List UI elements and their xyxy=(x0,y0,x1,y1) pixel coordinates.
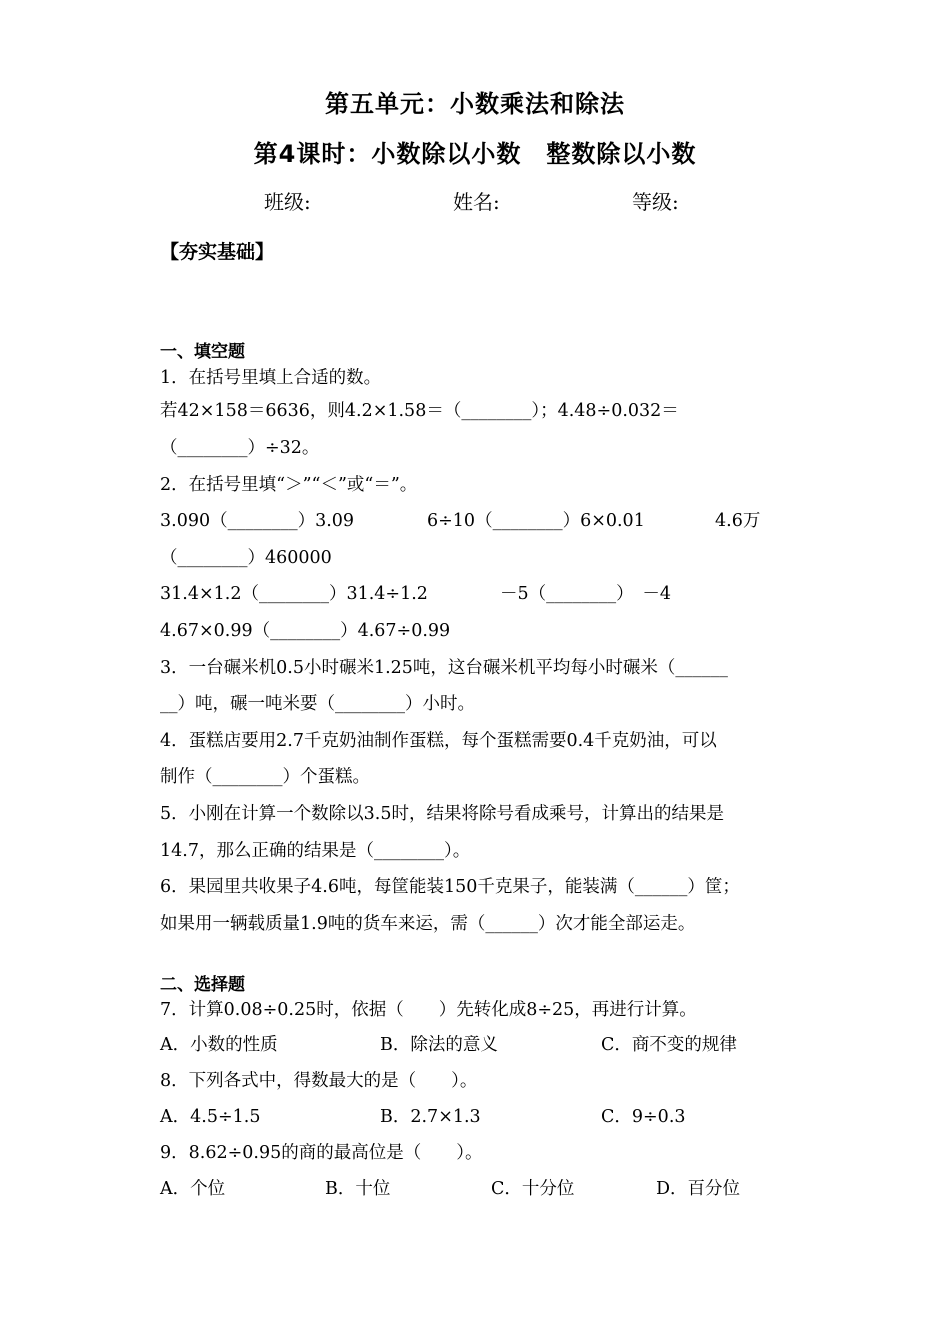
q6-line1: 6．果园里共收果子4.6吨，每筐能装150千克果子，能装满（______）筐； xyxy=(160,877,740,897)
q9-options xyxy=(160,1177,780,1201)
q7-options xyxy=(160,1033,780,1057)
q8-stem: 8．下列各式中，得数最大的是（ ）。 xyxy=(160,1071,478,1091)
q7-option-c: C．商不变的规律 xyxy=(601,1035,737,1055)
q8-option-a: A．4.5÷1.5 xyxy=(160,1107,261,1127)
part2-heading: 二、选择题 xyxy=(160,975,245,995)
q7-option-a: A．小数的性质 xyxy=(160,1035,278,1055)
q9-option-c: C．十分位 xyxy=(491,1179,575,1199)
q2-row3 xyxy=(160,582,760,606)
q2-compare-b: 6÷10（________）6×0.01 xyxy=(427,511,645,531)
q1-line1: 若42×158＝6636，则4.2×1.58＝（________）；4.48÷0.032＝ xyxy=(160,401,679,421)
section-basic-heading: 【夯实基础】 xyxy=(160,241,275,263)
q2-row4: 4.67×0.99（________）4.67÷0.99 xyxy=(160,621,451,641)
q3-line1: 3．一台碾米机0.5小时碾米1.25吨，这台碾米机平均每小时碾米（______ xyxy=(160,658,728,678)
q8-option-b: B．2.7×1.3 xyxy=(380,1107,481,1127)
q4-line2: 制作（________）个蛋糕。 xyxy=(160,767,370,787)
q1-stem: 1．在括号里填上合适的数。 xyxy=(160,368,382,388)
lesson-title: 第4课时：小数除以小数 整数除以小数 xyxy=(253,140,697,168)
q2-row2: （________）460000 xyxy=(160,548,332,568)
part1-heading: 一、填空题 xyxy=(160,342,245,362)
unit-title: 第五单元：小数乘法和除法 xyxy=(325,90,625,118)
class-label: 班级: xyxy=(264,190,311,214)
q8-option-c: C．9÷0.3 xyxy=(601,1107,686,1127)
q7-stem: 7．计算0.08÷0.25时，依据（ ）先转化成8÷25，再进行计算。 xyxy=(160,1000,697,1020)
q2-row1 xyxy=(160,509,800,533)
q3-line2: __）吨，碾一吨米要（________）小时。 xyxy=(160,694,475,714)
q1-line2: （________）÷32。 xyxy=(160,438,320,458)
q8-options xyxy=(160,1105,780,1129)
q2-compare-d: 31.4×1.2（________）31.4÷1.2 xyxy=(160,584,428,604)
q7-option-b: B．除法的意义 xyxy=(380,1035,498,1055)
grade-label: 等级: xyxy=(632,190,679,214)
q5-line2: 14.7，那么正确的结果是（________）。 xyxy=(160,841,471,861)
name-label: 姓名: xyxy=(453,190,500,214)
q2-compare-a: 3.090（________）3.09 xyxy=(160,511,355,531)
q9-option-d: D．百分位 xyxy=(656,1179,741,1199)
q9-option-b: B．十位 xyxy=(325,1179,391,1199)
q6-line2: 如果用一辆载质量1.9吨的货车来运，需（______）次才能全部运走。 xyxy=(160,914,696,934)
q2-compare-e: －5（________） －4 xyxy=(500,584,672,604)
q2-compare-c: 4.6万 xyxy=(715,511,761,531)
q5-line1: 5．小刚在计算一个数除以3.5时，结果将除号看成乘号，计算出的结果是 xyxy=(160,804,724,824)
q4-line1: 4．蛋糕店要用2.7千克奶油制作蛋糕，每个蛋糕需要0.4千克奶油，可以 xyxy=(160,731,717,751)
q9-stem: 9．8.62÷0.95的商的最高位是（ ）。 xyxy=(160,1143,483,1163)
q2-stem: 2．在括号里填“＞”“＜”或“＝”。 xyxy=(160,475,418,495)
q9-option-a: A．个位 xyxy=(160,1179,226,1199)
